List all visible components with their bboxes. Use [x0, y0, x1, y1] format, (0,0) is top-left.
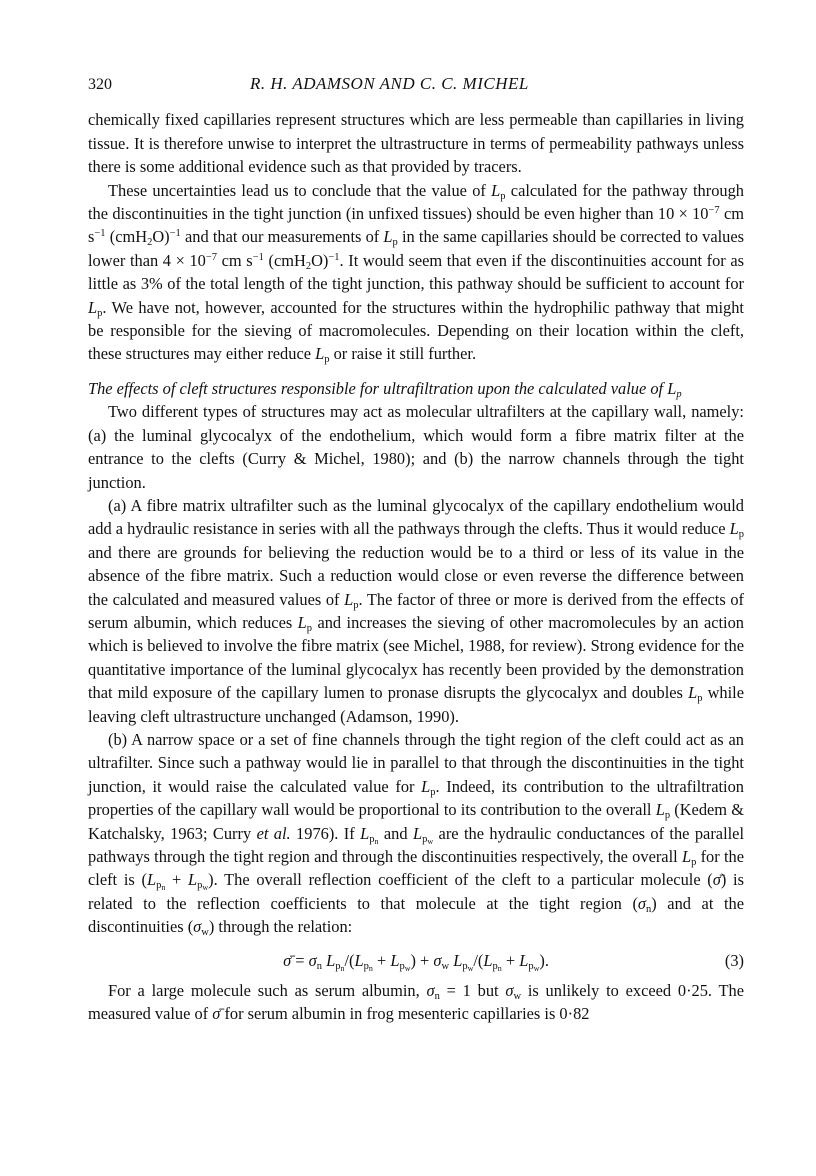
running-head-authors: R. H. ADAMSON AND C. C. MICHEL: [250, 74, 529, 93]
page: [88, 72, 744, 1026]
equation-3: [88, 949, 744, 972]
paragraph-ultrafilters: Two different types of structures may act as molecular ultrafilters at the capillary wall, namely: (a) the luminal glycocalyx of the endothelium, which would form a fibre matrix filter at the entrance to the clefts (Curry & Michel, 1980); and (b) the narrow channels through the tight junction.: [88, 402, 744, 492]
page-number: 320: [88, 76, 112, 93]
running-header: [88, 72, 744, 96]
equation-number: (3): [724, 950, 744, 970]
paragraph-serum-albumin: For a large molecule such as serum albumin, $\sigma_n = 1$ but $\sigma_w$ is unlikely to exceed 0·25. The measured value of σ̄ for serum albumin in frog mesenteric capillaries is 0·82: [88, 981, 744, 1024]
paragraph-narrow-space: (b) A narrow space or a set of fine channels through the tight region of the cleft could act as an ultrafilter. Since such a pathway would lie in parallel to that through the discontinuities in the tight junction, it would raise the calculated value for $L_p$. Indeed, its contribution to the ultrafiltration properties of the capillary wall would be proportional to its contribution to the overall $L_p$ (Kedem & Katchalsky, 1963; Curry et al. 1976). If $L_{p_n}$ and $L_{p_w}$ are the hydraulic conductances of the parallel pathways through the tight region and through the discontinuities respectively, the overall $L_p$ for the cleft is $(L_{p_n} + L_{p_w})$. The overall reflection coefficient of the cleft to a particular molecule (σ̄) is related to the reflection coefficients to that molecule at the tight region $(\sigma_n)$ and at the discontinuities $(\sigma_w)$ through the relation:: [88, 729, 745, 939]
paragraph-uncertainties: These uncertainties lead us to conclude that the value of $L_p$ calculated for the pathway through the discontinuities in the tight junction (in unfixed tissues) should be even higher than $10 \times 10^{-7}$ cm $s^{-1}$ $(cmH_2O)^{-1}$ and that our measurements of $L_p$ in the same capillaries should be corrected to values lower than $4 \times 10^{-7}$ cm $s^{-1}$ $(cmH_2O)^{-1}$. It would seem that even if the discontinuities account for as little as 3% of the total length of the tight junction, this pathway should be sufficient to account for $L_p$. We have not, however, accounted for the structures within the hydrophilic pathway that might be responsible for the sieving of macromolecules. Depending on their location within the cleft, these structures may either reduce $L_p$ or raise it still further.: [88, 180, 745, 366]
equation-body: σ̄ = $\sigma_n$ $L_{p_n}/(L_{p_n} + L_{p_w}) + \sigma_w$ $L_{p_w}/(L_{p_n} + L_{p_w})$.: [283, 950, 549, 973]
section-heading: The effects of cleft structures responsible for ultrafiltration upon the calculated value of $L_p$: [88, 378, 682, 400]
paragraph-continuation: chemically fixed capillaries represent structures which are less permeable than capillaries in living tissue. It is therefore unwise to interpret the ultrastructure in terms of permeability pathways unless there is some additional evidence such as that provided by tracers.: [88, 110, 744, 177]
paragraph-fibre-matrix: (a) A fibre matrix ultrafilter such as the luminal glycocalyx of the capillary endothelium would add a hydraulic resistance in series with all the pathways through the clefts. Thus it would reduce $L_p$ and there are grounds for believing the reduction would be to a third or less of its value in the absence of the fibre matrix. Such a reduction would close or even reverse the difference between the calculated and measured values of $L_p$. The factor of three or more is derived from the effects of serum albumin, which reduces $L_p$ and increases the sieving of other macromolecules by an action which is believed to involve the fibre matrix (see Michel, 1988, for review). Strong evidence for the quantitative importance of the luminal glycocalyx has recently been provided by the demonstration that mild exposure of the capillary lumen to pronase disrupts the glycocalyx and doubles $L_p$ while leaving cleft ultrastructure unchanged (Adamson, 1990).: [88, 495, 744, 726]
